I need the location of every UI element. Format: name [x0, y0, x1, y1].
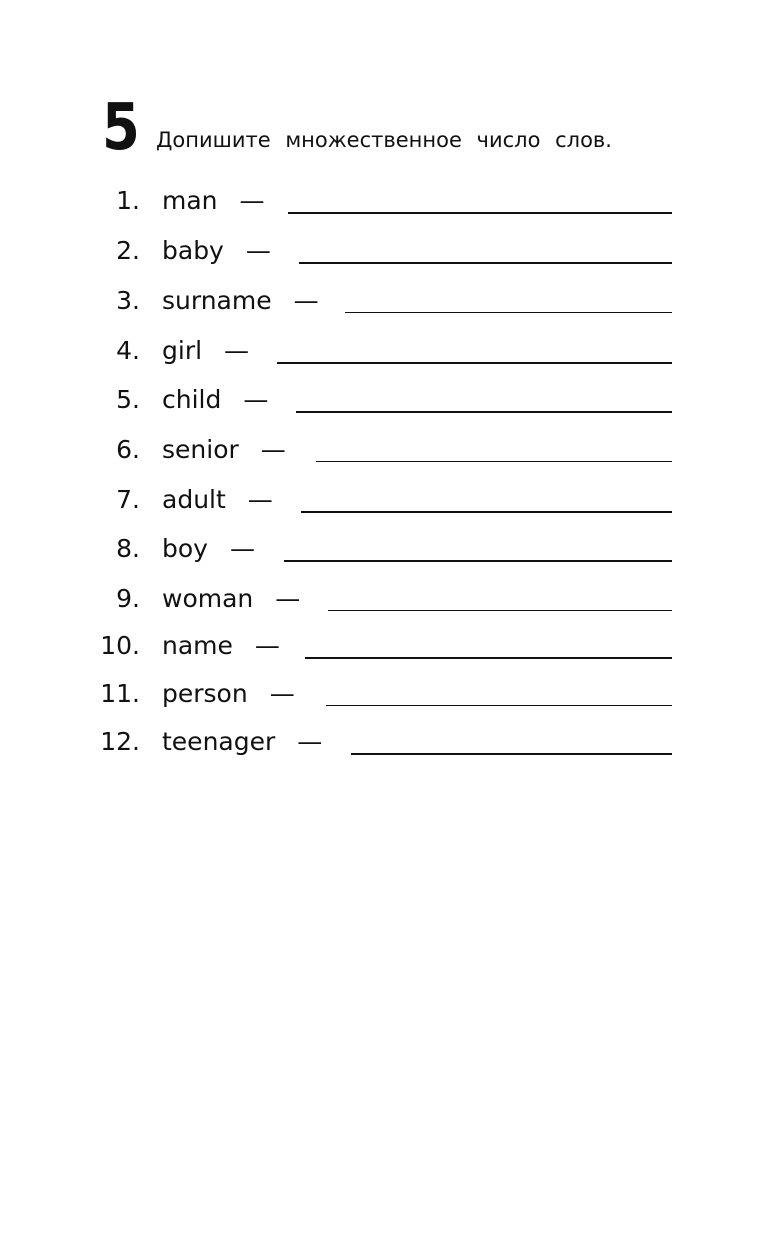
item-dash: —: [243, 385, 269, 414]
item-word: baby: [162, 236, 224, 265]
item-word: teenager: [162, 727, 276, 756]
item-word-text: [162, 677, 295, 711]
item-dash: —: [269, 679, 295, 708]
item-number: 10.: [100, 631, 140, 660]
list-item: [0, 234, 768, 268]
item-word: child: [162, 385, 222, 414]
item-dash: —: [297, 727, 323, 756]
item-number: 5.: [116, 385, 140, 414]
item-dash: —: [275, 584, 301, 613]
exercise-instruction: Допишите множественное число слов.: [156, 128, 612, 152]
list-item: [0, 184, 768, 218]
answer-line[interactable]: [299, 262, 672, 264]
item-dash: —: [224, 336, 250, 365]
answer-line[interactable]: [284, 560, 672, 562]
answer-line[interactable]: [326, 705, 672, 706]
list-item: [0, 582, 768, 616]
answer-line[interactable]: [305, 657, 672, 659]
item-word-text: [162, 234, 271, 268]
list-item: [0, 433, 768, 467]
item-number: 12.: [100, 727, 140, 756]
item-word-text: [162, 582, 300, 616]
answer-line[interactable]: [345, 312, 672, 313]
item-word: boy: [162, 534, 208, 563]
answer-line[interactable]: [351, 753, 672, 755]
answer-line[interactable]: [301, 511, 672, 513]
list-item: [0, 334, 768, 368]
item-word: surname: [162, 286, 272, 315]
answer-line[interactable]: [277, 362, 672, 364]
item-dash: —: [245, 236, 271, 265]
item-number: 8.: [116, 534, 140, 563]
item-word-text: [162, 433, 286, 467]
list-item: [0, 383, 768, 417]
item-word: person: [162, 679, 248, 708]
list-item: [0, 284, 768, 318]
answer-line[interactable]: [296, 411, 672, 413]
answer-line[interactable]: [288, 212, 672, 214]
item-number: 4.: [116, 336, 140, 365]
item-word-text: [162, 483, 273, 517]
item-number: 11.: [100, 679, 140, 708]
item-word: name: [162, 631, 233, 660]
item-dash: —: [293, 286, 319, 315]
item-word-text: [162, 284, 319, 318]
item-word: adult: [162, 485, 226, 514]
item-word: senior: [162, 435, 239, 464]
item-number: 7.: [116, 485, 140, 514]
item-word-text: [162, 725, 322, 759]
list-item: [0, 677, 768, 711]
item-word-text: [162, 334, 249, 368]
item-word-text: [162, 184, 265, 218]
answer-line[interactable]: [328, 610, 672, 611]
item-dash: —: [239, 186, 265, 215]
item-dash: —: [247, 485, 273, 514]
list-item: [0, 725, 768, 759]
item-number: 3.: [116, 286, 140, 315]
item-word: girl: [162, 336, 203, 365]
list-item: [0, 629, 768, 663]
item-dash: —: [254, 631, 280, 660]
item-word-text: [162, 383, 268, 417]
item-number: 2.: [116, 236, 140, 265]
list-item: [0, 483, 768, 517]
item-dash: —: [260, 435, 286, 464]
item-word-text: [162, 532, 255, 566]
item-word: man: [162, 186, 218, 215]
item-number: 6.: [116, 435, 140, 464]
item-number: 1.: [116, 186, 140, 215]
item-dash: —: [229, 534, 255, 563]
item-word-text: [162, 629, 280, 663]
item-number: 9.: [116, 584, 140, 613]
answer-line[interactable]: [316, 461, 672, 462]
item-word: woman: [162, 584, 254, 613]
exercise-number: 5: [102, 91, 139, 165]
list-item: [0, 532, 768, 566]
